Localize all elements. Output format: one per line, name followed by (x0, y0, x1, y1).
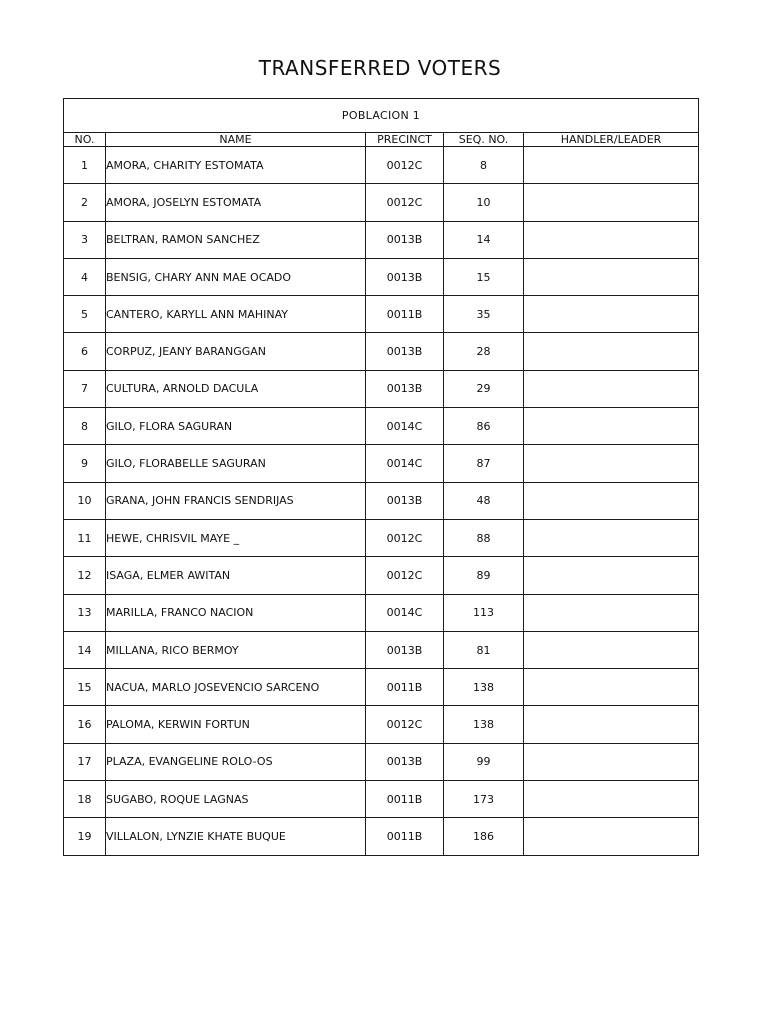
cell-seq-no: 8 (444, 147, 524, 184)
table-row (64, 184, 699, 221)
table-row (64, 781, 699, 818)
cell-handler-leader (524, 818, 699, 855)
cell-name: BELTRAN, RAMON SANCHEZ (106, 221, 366, 258)
table-row (64, 333, 699, 370)
table-row (64, 818, 699, 855)
cell-name: PLAZA, EVANGELINE ROLO-OS (106, 743, 366, 780)
cell-handler-leader (524, 296, 699, 333)
cell-no: 6 (64, 333, 106, 370)
cell-precinct: 0011B (366, 669, 444, 706)
cell-handler-leader (524, 370, 699, 407)
voters-table (63, 98, 699, 856)
cell-seq-no: 81 (444, 631, 524, 668)
table-row (64, 370, 699, 407)
column-header-seq-no: SEQ. NO. (444, 133, 524, 147)
cell-no: 15 (64, 669, 106, 706)
cell-handler-leader (524, 221, 699, 258)
cell-precinct: 0014C (366, 408, 444, 445)
cell-no: 1 (64, 147, 106, 184)
cell-no: 5 (64, 296, 106, 333)
cell-precinct: 0013B (366, 631, 444, 668)
column-header-name: NAME (106, 133, 366, 147)
cell-handler-leader (524, 258, 699, 295)
cell-name: AMORA, JOSELYN ESTOMATA (106, 184, 366, 221)
cell-seq-no: 99 (444, 743, 524, 780)
cell-name: BENSIG, CHARY ANN MAE OCADO (106, 258, 366, 295)
cell-precinct: 0012C (366, 519, 444, 556)
cell-no: 17 (64, 743, 106, 780)
cell-precinct: 0012C (366, 706, 444, 743)
cell-seq-no: 173 (444, 781, 524, 818)
cell-precinct: 0013B (366, 370, 444, 407)
table-row (64, 408, 699, 445)
table-row (64, 221, 699, 258)
cell-handler-leader (524, 706, 699, 743)
cell-name: VILLALON, LYNZIE KHATE BUQUE (106, 818, 366, 855)
cell-precinct: 0014C (366, 445, 444, 482)
cell-precinct: 0012C (366, 557, 444, 594)
cell-precinct: 0012C (366, 147, 444, 184)
cell-precinct: 0011B (366, 296, 444, 333)
cell-name: MARILLA, FRANCO NACION (106, 594, 366, 631)
table-row (64, 482, 699, 519)
cell-handler-leader (524, 147, 699, 184)
cell-handler-leader (524, 519, 699, 556)
cell-seq-no: 86 (444, 408, 524, 445)
table-row (64, 296, 699, 333)
cell-no: 4 (64, 258, 106, 295)
cell-seq-no: 15 (444, 258, 524, 295)
cell-no: 8 (64, 408, 106, 445)
cell-handler-leader (524, 482, 699, 519)
cell-name: PALOMA, KERWIN FORTUN (106, 706, 366, 743)
cell-seq-no: 10 (444, 184, 524, 221)
document-title: TRANSFERRED VOTERS (258, 56, 502, 80)
cell-no: 13 (64, 594, 106, 631)
cell-name: GILO, FLORABELLE SAGURAN (106, 445, 366, 482)
cell-no: 3 (64, 221, 106, 258)
cell-precinct: 0014C (366, 594, 444, 631)
cell-precinct: 0011B (366, 818, 444, 855)
cell-seq-no: 88 (444, 519, 524, 556)
table-row (64, 743, 699, 780)
cell-seq-no: 89 (444, 557, 524, 594)
cell-name: HEWE, CHRISVIL MAYE _ (106, 519, 366, 556)
cell-no: 16 (64, 706, 106, 743)
cell-seq-no: 48 (444, 482, 524, 519)
column-header-handler-leader: HANDLER/LEADER (524, 133, 699, 147)
table-row (64, 147, 699, 184)
section-row (64, 99, 699, 133)
cell-no: 19 (64, 818, 106, 855)
cell-name: CANTERO, KARYLL ANN MAHINAY (106, 296, 366, 333)
cell-no: 2 (64, 184, 106, 221)
cell-no: 14 (64, 631, 106, 668)
cell-seq-no: 14 (444, 221, 524, 258)
cell-no: 9 (64, 445, 106, 482)
voters-table-body (64, 99, 699, 856)
cell-precinct: 0013B (366, 258, 444, 295)
table-row (64, 445, 699, 482)
table-row (64, 557, 699, 594)
section-title: POBLACION 1 (64, 99, 699, 133)
cell-name: GRANA, JOHN FRANCIS SENDRIJAS (106, 482, 366, 519)
cell-name: MILLANA, RICO BERMOY (106, 631, 366, 668)
cell-no: 7 (64, 370, 106, 407)
cell-handler-leader (524, 781, 699, 818)
header-row (64, 133, 699, 147)
column-header-no: NO. (64, 133, 106, 147)
cell-precinct: 0013B (366, 482, 444, 519)
cell-handler-leader (524, 184, 699, 221)
cell-handler-leader (524, 445, 699, 482)
cell-precinct: 0013B (366, 743, 444, 780)
cell-name: CORPUZ, JEANY BARANGGAN (106, 333, 366, 370)
cell-precinct: 0012C (366, 184, 444, 221)
cell-precinct: 0011B (366, 781, 444, 818)
cell-handler-leader (524, 631, 699, 668)
cell-name: AMORA, CHARITY ESTOMATA (106, 147, 366, 184)
cell-name: GILO, FLORA SAGURAN (106, 408, 366, 445)
table-row (64, 258, 699, 295)
cell-precinct: 0013B (366, 333, 444, 370)
cell-no: 10 (64, 482, 106, 519)
table-row (64, 669, 699, 706)
table-row (64, 519, 699, 556)
cell-handler-leader (524, 557, 699, 594)
cell-seq-no: 87 (444, 445, 524, 482)
cell-seq-no: 138 (444, 706, 524, 743)
cell-name: ISAGA, ELMER AWITAN (106, 557, 366, 594)
cell-no: 18 (64, 781, 106, 818)
cell-seq-no: 28 (444, 333, 524, 370)
cell-name: NACUA, MARLO JOSEVENCIO SARCENO (106, 669, 366, 706)
cell-handler-leader (524, 743, 699, 780)
cell-seq-no: 35 (444, 296, 524, 333)
cell-no: 12 (64, 557, 106, 594)
cell-seq-no: 186 (444, 818, 524, 855)
table-row (64, 631, 699, 668)
cell-seq-no: 29 (444, 370, 524, 407)
cell-seq-no: 113 (444, 594, 524, 631)
cell-precinct: 0013B (366, 221, 444, 258)
cell-seq-no: 138 (444, 669, 524, 706)
table-row (64, 706, 699, 743)
cell-handler-leader (524, 333, 699, 370)
cell-name: CULTURA, ARNOLD DACULA (106, 370, 366, 407)
cell-handler-leader (524, 408, 699, 445)
cell-handler-leader (524, 669, 699, 706)
cell-no: 11 (64, 519, 106, 556)
cell-handler-leader (524, 594, 699, 631)
table-row (64, 594, 699, 631)
column-header-precinct: PRECINCT (366, 133, 444, 147)
cell-name: SUGABO, ROQUE LAGNAS (106, 781, 366, 818)
